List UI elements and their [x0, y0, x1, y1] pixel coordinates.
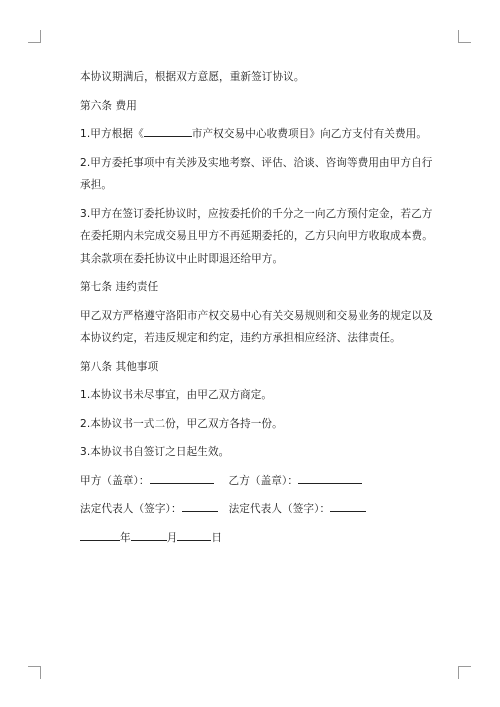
party-b-rep-label: 法定代表人（签字）：: [228, 503, 331, 515]
year-label: 年: [120, 531, 131, 544]
party-a-seal-blank[interactable]: [150, 471, 214, 484]
document-body: [80, 66, 442, 555]
article-7-title: 第七条 违约责任: [80, 281, 159, 293]
article-6-item-1-suffix: 市产权交易中心收费项目》向乙方支付有关费用。: [191, 128, 428, 140]
article-6-title: 第六条 费用: [80, 99, 137, 112]
paragraph-renewal: 本协议期满后，根据双方意愿，重新签订协议。: [80, 71, 305, 83]
crop-mark-bottom-right: [458, 666, 471, 679]
representative-row: [80, 498, 442, 521]
year-blank[interactable]: [80, 528, 120, 541]
month-blank[interactable]: [131, 528, 167, 541]
date-row: [80, 527, 442, 550]
fill-in-blank[interactable]: [144, 124, 192, 137]
article-7-body: 甲乙双方严格遵守洛阳市产权交易中心有关交易规则和交易业务的规定以及本协议约定，若违反规定和约定，违约方承担相应经济、法律责任。: [80, 309, 433, 344]
party-a-seal-label: 甲方（盖章）：: [80, 474, 150, 487]
article-6-item-1-prefix: 1.甲方根据《: [80, 128, 144, 140]
party-b-rep-blank[interactable]: [330, 499, 366, 512]
day-label: 日: [211, 531, 223, 544]
month-label: 月: [166, 531, 178, 544]
crop-mark-top-left: [28, 30, 41, 43]
party-a-rep-label: 法定代表人（签字）：: [80, 503, 182, 515]
crop-mark-bottom-left: [28, 666, 41, 679]
article-8-item-3: 3.本协议书自签订之日起生效。: [80, 446, 230, 458]
seal-row: [80, 470, 442, 493]
article-6-item-2: 2.甲方委托事项中有关涉及实地考察、评估、洽谈、咨询等费用由甲方自行承担。: [80, 156, 433, 191]
article-8-item-1: 1.本协议书未尽事宜，由甲乙双方商定。: [80, 389, 273, 401]
article-6-item-3: 3.甲方在签订委托协议时，应按委托价的千分之一向乙方预付定金，若乙方在委托期内未完成交易且甲方不再延期委托的，乙方只向甲方收取成本费。其余款项在委托协议中止时即退还给甲方。: [80, 207, 433, 265]
crop-mark-top-right: [458, 30, 471, 43]
day-blank[interactable]: [177, 528, 211, 541]
article-8-title: 第八条 其他事项: [80, 360, 159, 373]
article-6-item-1: [80, 123, 442, 146]
party-b-seal-label: 乙方（盖章）：: [228, 474, 299, 487]
party-a-rep-blank[interactable]: [182, 499, 218, 512]
party-b-seal-blank[interactable]: [298, 471, 362, 484]
article-8-item-2: 2.本协议书一式二份，甲乙双方各持一份。: [80, 417, 283, 430]
